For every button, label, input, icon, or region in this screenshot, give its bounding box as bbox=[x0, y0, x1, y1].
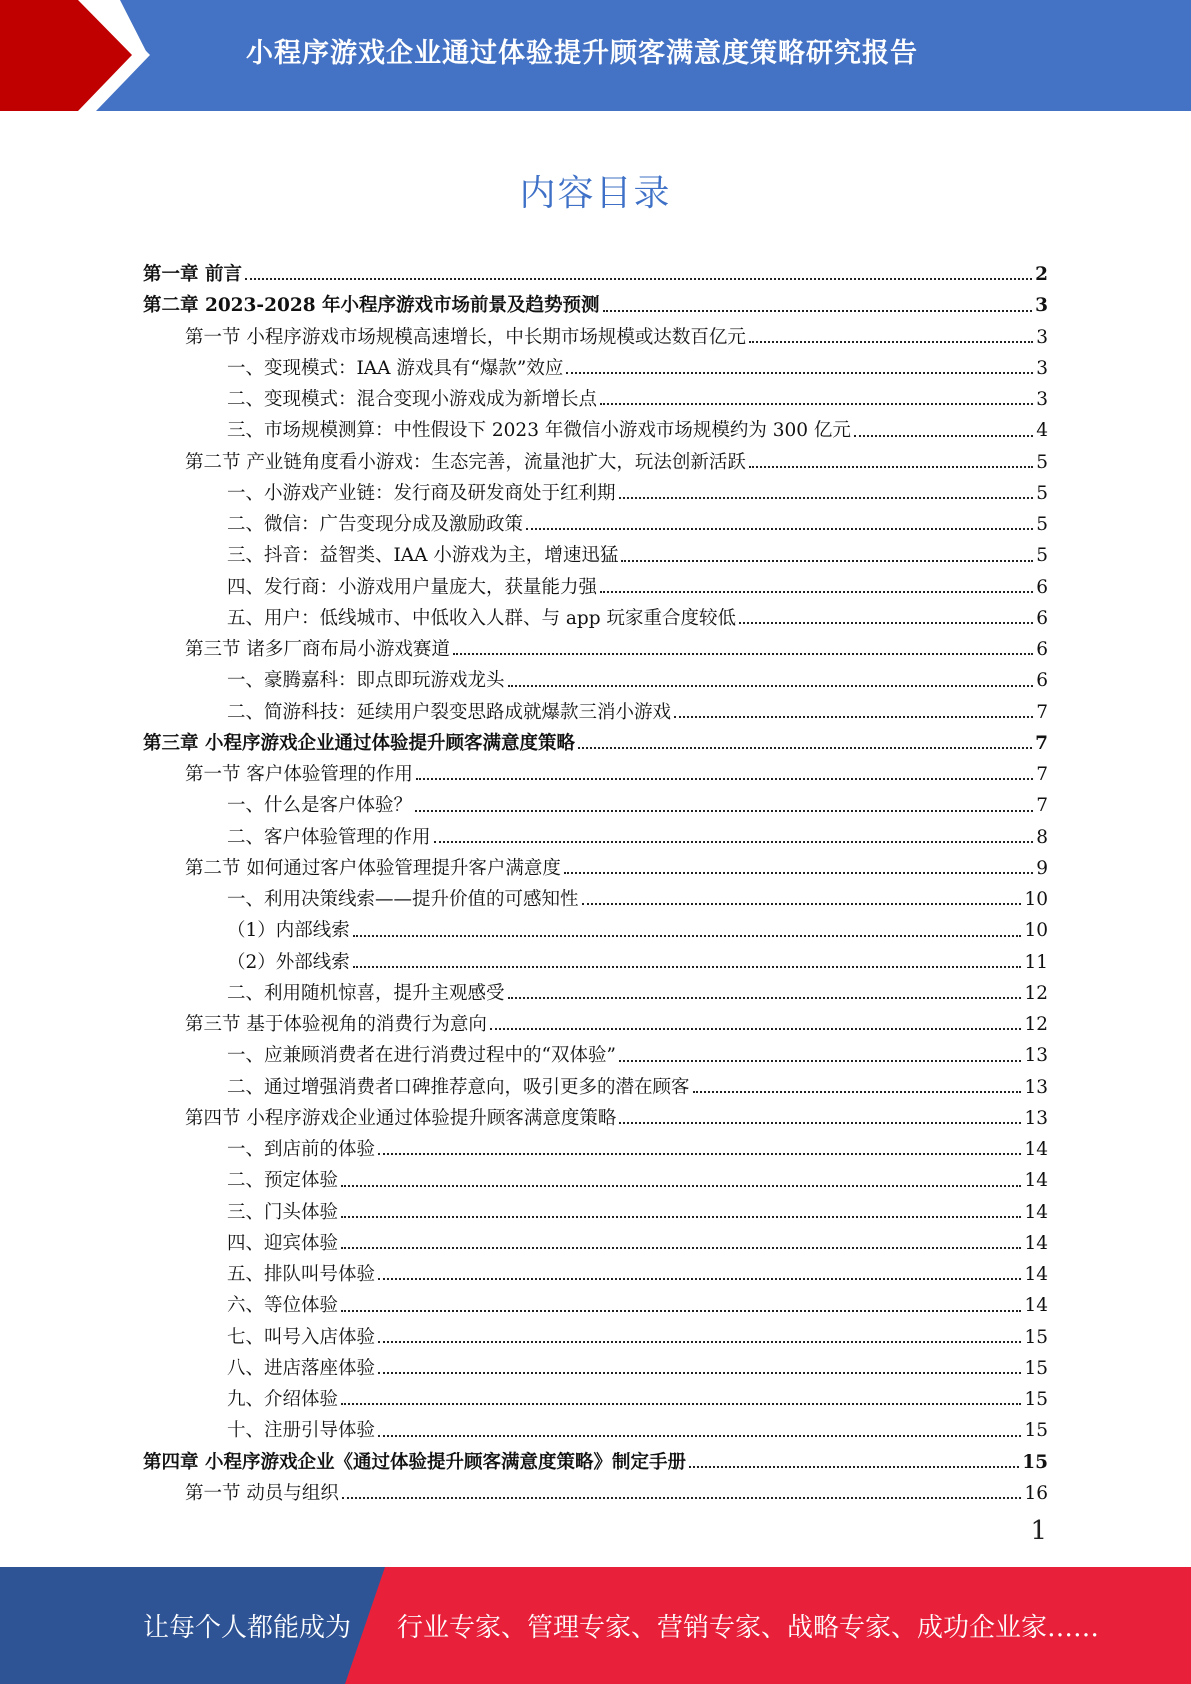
toc-entry-page: 15 bbox=[1024, 1420, 1048, 1442]
toc-entry-page: 10 bbox=[1024, 920, 1048, 942]
toc-entry[interactable] bbox=[143, 1443, 1048, 1474]
toc-leader-dots bbox=[566, 372, 1033, 374]
toc-entry-page: 10 bbox=[1024, 889, 1048, 911]
toc-entry[interactable] bbox=[143, 974, 1048, 1005]
toc-entry-title: 一、利用决策线索——提升价值的可感知性 bbox=[227, 889, 579, 911]
toc-leader-dots bbox=[739, 622, 1033, 624]
toc-entry-title: 第一节 动员与组织 bbox=[185, 1482, 339, 1504]
toc-leader-dots bbox=[619, 1060, 1022, 1062]
footer-slogan-right: 行业专家、管理专家、营销专家、战略专家、成功企业家…… bbox=[397, 1613, 1100, 1643]
toc-entry[interactable] bbox=[143, 786, 1048, 817]
toc-entry-page: 14 bbox=[1024, 1139, 1048, 1161]
toc-entry-page: 14 bbox=[1024, 1264, 1048, 1286]
toc-entry-title: 第一节 客户体验管理的作用 bbox=[185, 764, 413, 786]
toc-entry-page: 5 bbox=[1036, 514, 1048, 536]
toc-entry[interactable] bbox=[143, 255, 1048, 286]
toc-leader-dots bbox=[378, 1341, 1021, 1343]
header-title: 小程序游戏企业通过体验提升顾客满意度策略研究报告 bbox=[246, 37, 918, 69]
toc-entry-title: （2）外部线索 bbox=[227, 951, 350, 973]
toc-entry-title: 第三章 小程序游戏企业通过体验提升顾客满意度策略 bbox=[143, 732, 575, 754]
toc-leader-dots bbox=[341, 1185, 1021, 1187]
toc-leader-dots bbox=[693, 1091, 1022, 1093]
toc-entry-title: 二、预定体验 bbox=[227, 1170, 339, 1192]
toc-entry[interactable] bbox=[143, 411, 1048, 442]
table-of-contents bbox=[143, 255, 1048, 1505]
toc-leader-dots bbox=[378, 1278, 1021, 1280]
toc-entry-page: 14 bbox=[1024, 1295, 1048, 1317]
toc-leader-dots bbox=[416, 778, 1033, 780]
toc-entry[interactable] bbox=[143, 1224, 1048, 1255]
toc-entry[interactable] bbox=[143, 911, 1048, 942]
toc-entry-page: 3 bbox=[1035, 295, 1048, 317]
toc-entry-page: 6 bbox=[1036, 639, 1048, 661]
toc-leader-dots bbox=[508, 997, 1022, 999]
toc-entry-page: 13 bbox=[1024, 1076, 1048, 1098]
toc-entry-title: 五、用户：低线城市、中低收入人群、与 app 玩家重合度较低 bbox=[227, 607, 736, 629]
toc-entry-title: 三、市场规模测算：中性假设下 2023 年微信小游戏市场规模约为 300 亿元 bbox=[227, 420, 851, 442]
toc-entry-page: 6 bbox=[1036, 607, 1048, 629]
toc-leader-dots bbox=[353, 935, 1022, 937]
toc-leader-dots bbox=[619, 497, 1034, 499]
footer-banner bbox=[0, 1567, 1191, 1684]
toc-entry[interactable] bbox=[143, 568, 1048, 599]
toc-entry-title: 第二节 如何通过客户体验管理提升客户满意度 bbox=[185, 857, 561, 879]
toc-entry-page: 14 bbox=[1024, 1170, 1048, 1192]
toc-entry-page: 7 bbox=[1036, 701, 1048, 723]
toc-entry[interactable] bbox=[143, 1318, 1048, 1349]
toc-entry-title: 二、变现模式：混合变现小游戏成为新增长点 bbox=[227, 389, 598, 411]
toc-entry-page: 15 bbox=[1024, 1389, 1048, 1411]
toc-entry-page: 7 bbox=[1035, 732, 1048, 754]
toc-leader-dots bbox=[490, 1028, 1022, 1030]
toc-entry-page: 3 bbox=[1036, 326, 1048, 348]
page-number: 1 bbox=[1030, 1516, 1047, 1546]
toc-entry-title: 第四节 小程序游戏企业通过体验提升顾客满意度策略 bbox=[185, 1107, 617, 1129]
toc-entry-title: 八、进店落座体验 bbox=[227, 1357, 376, 1379]
toc-leader-dots bbox=[378, 1153, 1021, 1155]
toc-entry-title: 三、抖音：益智类、IAA 小游戏为主，增速迅猛 bbox=[227, 545, 619, 567]
toc-entry-title: 二、简游科技：延续用户裂变思路成就爆款三消小游戏 bbox=[227, 701, 672, 723]
toc-entry[interactable] bbox=[143, 1193, 1048, 1224]
toc-leader-dots bbox=[564, 872, 1033, 874]
toc-leader-dots bbox=[689, 1466, 1019, 1468]
toc-leader-dots bbox=[453, 653, 1033, 655]
toc-entry-title: 二、通过增强消费者口碑推荐意向，吸引更多的潜在顾客 bbox=[227, 1076, 690, 1098]
toc-entry[interactable] bbox=[143, 693, 1048, 724]
toc-leader-dots bbox=[353, 966, 1022, 968]
toc-entry-title: 第二章 2023-2028 年小程序游戏市场前景及趋势预测 bbox=[143, 295, 600, 317]
footer-slogan-left: 让每个人都能成为 bbox=[143, 1613, 352, 1643]
toc-entry-title: 第一章 前言 bbox=[143, 264, 242, 286]
toc-entry-page: 4 bbox=[1036, 420, 1048, 442]
toc-entry-title: 三、门头体验 bbox=[227, 1201, 339, 1223]
toc-entry[interactable] bbox=[143, 1099, 1048, 1130]
toc-entry-page: 5 bbox=[1036, 451, 1048, 473]
toc-leader-dots bbox=[508, 685, 1034, 687]
toc-entry[interactable] bbox=[143, 1349, 1048, 1380]
toc-entry[interactable] bbox=[143, 1411, 1048, 1442]
toc-entry-page: 14 bbox=[1024, 1201, 1048, 1223]
toc-entry-title: 二、微信：广告变现分成及激励政策 bbox=[227, 514, 524, 536]
toc-entry-page: 7 bbox=[1036, 764, 1048, 786]
toc-entry[interactable] bbox=[143, 630, 1048, 661]
toc-entry-title: 四、迎宾体验 bbox=[227, 1232, 339, 1254]
toc-leader-dots bbox=[603, 310, 1033, 312]
toc-entry-title: 一、应兼顾消费者在进行消费过程中的“双体验” bbox=[227, 1045, 616, 1067]
toc-entry-page: 6 bbox=[1036, 576, 1048, 598]
toc-entry-page: 12 bbox=[1024, 982, 1048, 1004]
toc-leader-dots bbox=[600, 591, 1033, 593]
toc-leader-dots bbox=[578, 747, 1032, 749]
toc-leader-dots bbox=[434, 841, 1034, 843]
toc-leader-dots bbox=[245, 278, 1032, 280]
toc-entry-page: 9 bbox=[1036, 857, 1048, 879]
toc-leader-dots bbox=[342, 1497, 1022, 1499]
toc-entry-title: 十、注册引导体验 bbox=[227, 1420, 376, 1442]
toc-entry[interactable] bbox=[143, 1036, 1048, 1067]
toc-entry-page: 16 bbox=[1024, 1482, 1048, 1504]
toc-leader-dots bbox=[621, 560, 1033, 562]
toc-entry[interactable] bbox=[143, 1005, 1048, 1036]
toc-leader-dots bbox=[341, 1216, 1021, 1218]
toc-entry-page: 13 bbox=[1024, 1045, 1048, 1067]
toc-leader-dots bbox=[415, 810, 1033, 812]
toc-entry-page: 2 bbox=[1035, 264, 1048, 286]
toc-entry[interactable] bbox=[143, 1380, 1048, 1411]
toc-entry-title: 一、小游戏产业链：发行商及研发商处于红利期 bbox=[227, 482, 616, 504]
toc-entry-page: 6 bbox=[1036, 670, 1048, 692]
toc-entry-title: 六、等位体验 bbox=[227, 1295, 339, 1317]
toc-entry[interactable] bbox=[143, 536, 1048, 567]
toc-entry-title: 第三节 诸多厂商布局小游戏赛道 bbox=[185, 639, 450, 661]
toc-entry[interactable] bbox=[143, 599, 1048, 630]
toc-entry[interactable] bbox=[143, 474, 1048, 505]
toc-entry[interactable] bbox=[143, 1130, 1048, 1161]
toc-entry-title: 第二节 产业链角度看小游戏：生态完善，流量池扩大，玩法创新活跃 bbox=[185, 451, 746, 473]
toc-entry-title: 二、利用随机惊喜，提升主观感受 bbox=[227, 982, 505, 1004]
toc-leader-dots bbox=[674, 716, 1033, 718]
toc-entry[interactable] bbox=[143, 318, 1048, 349]
toc-entry-page: 5 bbox=[1036, 545, 1048, 567]
toc-entry-page: 14 bbox=[1024, 1232, 1048, 1254]
toc-entry[interactable] bbox=[143, 1286, 1048, 1317]
toc-leader-dots bbox=[619, 1122, 1021, 1124]
toc-entry-title: 五、排队叫号体验 bbox=[227, 1264, 376, 1286]
toc-entry-title: 四、发行商：小游戏用户量庞大，获量能力强 bbox=[227, 576, 598, 598]
toc-entry-title: 一、变现模式：IAA 游戏具有“爆款”效应 bbox=[227, 357, 564, 379]
toc-entry-title: 九、介绍体验 bbox=[227, 1389, 339, 1411]
toc-entry-page: 11 bbox=[1024, 951, 1048, 973]
toc-leader-dots bbox=[341, 1310, 1021, 1312]
toc-entry[interactable] bbox=[143, 443, 1048, 474]
toc-entry[interactable] bbox=[143, 505, 1048, 536]
toc-entry[interactable] bbox=[143, 1068, 1048, 1099]
toc-entry[interactable] bbox=[143, 943, 1048, 974]
toc-leader-dots bbox=[600, 403, 1033, 405]
toc-entry-page: 12 bbox=[1024, 1014, 1048, 1036]
toc-leader-dots bbox=[749, 341, 1033, 343]
toc-entry[interactable] bbox=[143, 661, 1048, 692]
toc-entry-title: 一、豪腾嘉科：即点即玩游戏龙头 bbox=[227, 670, 505, 692]
toc-entry-title: 第四章 小程序游戏企业《通过体验提升顾客满意度策略》制定手册 bbox=[143, 1451, 686, 1473]
toc-entry-page: 3 bbox=[1036, 357, 1048, 379]
toc-entry-page: 15 bbox=[1024, 1326, 1048, 1348]
toc-entry-title: 一、到店前的体验 bbox=[227, 1139, 376, 1161]
toc-entry-page: 15 bbox=[1022, 1451, 1048, 1473]
toc-leader-dots bbox=[341, 1403, 1021, 1405]
toc-entry-title: 一、什么是客户体验？ bbox=[227, 795, 413, 817]
toc-entry[interactable] bbox=[143, 286, 1048, 317]
toc-entry-title: 第三节 基于体验视角的消费行为意向 bbox=[185, 1014, 487, 1036]
toc-entry-title: 二、客户体验管理的作用 bbox=[227, 826, 431, 848]
toc-leader-dots bbox=[526, 528, 1033, 530]
toc-entry[interactable] bbox=[143, 849, 1048, 880]
toc-leader-dots bbox=[749, 466, 1033, 468]
toc-entry[interactable] bbox=[143, 880, 1048, 911]
toc-entry[interactable] bbox=[143, 755, 1048, 786]
toc-entry-page: 13 bbox=[1024, 1107, 1048, 1129]
toc-leader-dots bbox=[378, 1435, 1021, 1437]
toc-entry-page: 7 bbox=[1036, 795, 1048, 817]
toc-leader-dots bbox=[378, 1372, 1021, 1374]
toc-entry[interactable] bbox=[143, 1474, 1048, 1505]
toc-entry-page: 5 bbox=[1036, 482, 1048, 504]
toc-entry[interactable] bbox=[143, 1161, 1048, 1192]
toc-entry-page: 15 bbox=[1024, 1357, 1048, 1379]
toc-leader-dots bbox=[341, 1247, 1021, 1249]
header-banner bbox=[0, 0, 1191, 111]
toc-entry-page: 8 bbox=[1036, 826, 1048, 848]
toc-entry-title: 第一节 小程序游戏市场规模高速增长，中长期市场规模或达数百亿元 bbox=[185, 326, 746, 348]
toc-leader-dots bbox=[582, 903, 1022, 905]
toc-entry[interactable] bbox=[143, 724, 1048, 755]
toc-entry[interactable] bbox=[143, 818, 1048, 849]
toc-entry[interactable] bbox=[143, 1255, 1048, 1286]
toc-entry-title: （1）内部线索 bbox=[227, 920, 350, 942]
toc-entry-page: 3 bbox=[1036, 389, 1048, 411]
toc-entry[interactable] bbox=[143, 380, 1048, 411]
toc-leader-dots bbox=[854, 435, 1033, 437]
page-title: 内容目录 bbox=[519, 173, 672, 214]
toc-entry-title: 七、叫号入店体验 bbox=[227, 1326, 376, 1348]
toc-entry[interactable] bbox=[143, 349, 1048, 380]
